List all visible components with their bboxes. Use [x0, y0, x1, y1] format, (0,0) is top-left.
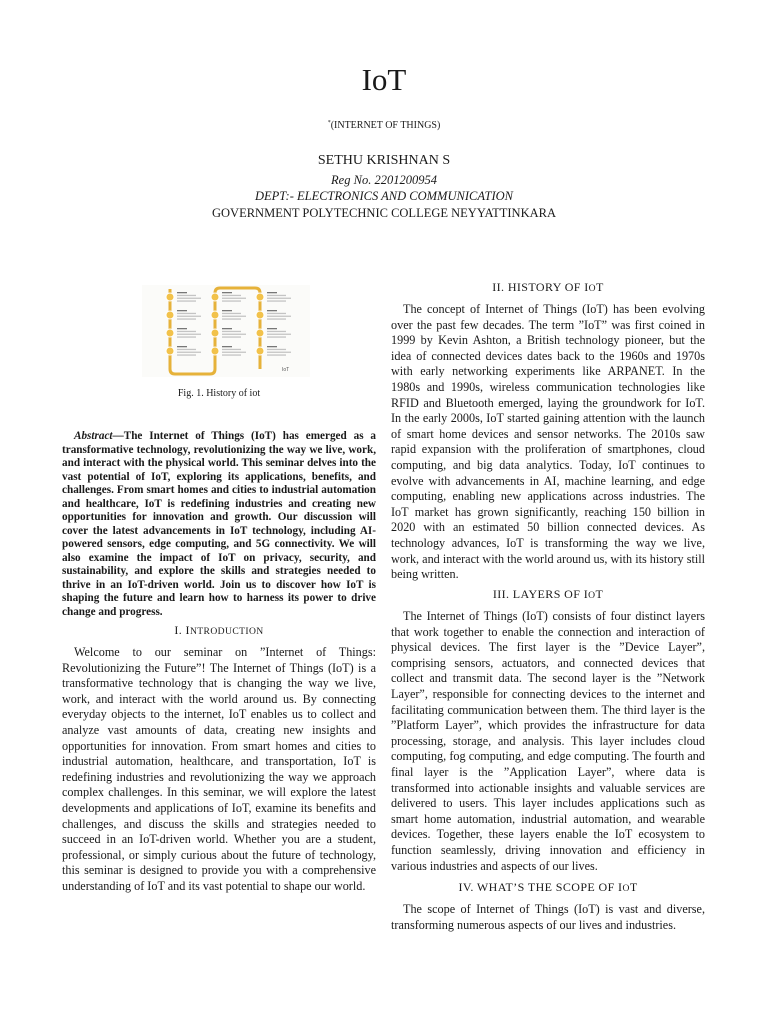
timeline-text-line [222, 318, 241, 319]
introduction-heading: I. INTRODUCTION [174, 623, 264, 637]
timeline-text-line [222, 310, 232, 311]
paper-title: IoT [361, 62, 407, 97]
timeline-text-line [177, 298, 201, 299]
timeline-text-line [267, 354, 286, 355]
timeline-text-line [222, 354, 241, 355]
figure-caption: Fig. 1. History of iot [177, 388, 261, 399]
history-infographic [142, 285, 310, 377]
timeline-node [256, 329, 264, 337]
reg-number: Reg No. 2201200954 [331, 173, 437, 187]
timeline-node [166, 347, 174, 355]
layers-body: The Internet of Things (IoT) consists of four distinct layers that work together to enable the connection and interaction of physical devices. The first layer is the ”Device Layer”, comprising sensors, actuators, and connected devices that collect and transmit data. The second layer is the ”Network Layer”, responsible for connecting devices to the internet and facilitating communication between them. The third layer is the ”Platform Layer”, which provides the infrastructure for data processing, storage, and analysis. This layer includes cloud computing, fog computing, and edge computing. The fourth and final layer is the ”Application Layer”, where data is transformed into actionable insights and valuable services are delivered to users. This layer includes applications such as smart home automation, industrial automation, and wearable devices. Together, these layers enable the IoT ecosystem to function seamlessly, driving innovation and efficiency in various industries and aspects of our lives. [391, 609, 705, 873]
timeline-text-line [267, 300, 286, 301]
timeline-node [256, 347, 264, 355]
department: DEPT:- ELECTRONICS AND COMMUNICATION [254, 189, 513, 203]
timeline-text-line [267, 310, 277, 311]
layers-section [391, 586, 705, 874]
timeline-node [256, 293, 264, 301]
timeline-text-line [222, 300, 241, 301]
timeline-text-line [177, 334, 201, 335]
layers-heading: III. LAYERS OF IOT [492, 587, 604, 601]
timeline-node [211, 347, 219, 355]
timeline-text-line [267, 352, 291, 353]
history-heading: II. HISTORY OF IOT [492, 280, 604, 294]
timeline-text-line [177, 346, 187, 347]
timeline-text-line [177, 336, 196, 337]
timeline-text-line [177, 313, 196, 314]
college-name: GOVERNMENT POLYTECHNIC COLLEGE NEYYATTINKARA [212, 206, 556, 220]
timeline-text-line [222, 328, 232, 329]
abstract-text: —The Internet of Things (IoT) has emerged as a transformative technology, revolutionizing the way we live, work, and interact with the physical world. This seminar delves into the vast potential of IoT, exploring its applications, benefits, and challenges. From smart homes and cities to industrial automation and healthcare, IoT is redefining industries and creating new opportunities for innovation and growth. Our discussion will cover the latest advancements in IoT technology, including AI-powered sensors, edge computing, and 5G connectivity. We will also examine the impact of IoT on privacy, security, and sustainability, and explore the skills and strategies needed to thrive in an IoT-driven world. Join us to discover how IoT is shaping the future and learn how to harness its power to drive change and progress. [62, 430, 376, 618]
history-body: The concept of Internet of Things (IoT) has been evolving over the past few decades. The term ”IoT” was first coined in 1999 by Kevin Ashton, a British technology pioneer, but the idea of connected devices dates back to the 1960s and 1970s with early networking experiments like ARPANET. In the 1980s and 1990s, wireless communication technologies like RFID and Bluetooth emerged, laying the groundwork for IoT. In the early 2000s, IoT started gaining attention with the launch of smart home devices and sensor networks. The 2010s saw rapid expansion with the proliferation of smartphones, cloud computing, and big data analytics. Today, IoT continues to evolve with advancements in AI, machine learning, and edge computing, enabling new applications across industries. The IoT market has grown significantly, reaching 150 billion in 2020 with an estimated 50 billion connected devices. As technology advances, IoT is transforming the way we live, work, and interact with the world around us, with its history still being written. [391, 302, 705, 582]
history-section [391, 279, 705, 583]
subtitle-text: (INTERNET OF THINGS) [330, 120, 441, 131]
timeline-node [166, 293, 174, 301]
timeline-text-line [267, 292, 277, 293]
timeline-text [177, 292, 291, 356]
timeline-node [166, 329, 174, 337]
timeline-text-line [267, 298, 291, 299]
timeline-text-line [267, 318, 286, 319]
figure-logo: IoT [282, 367, 290, 373]
timeline-text-line [177, 352, 201, 353]
footnote-mark: * [327, 120, 331, 126]
timeline-text-line [177, 295, 196, 296]
timeline-text-line [177, 349, 196, 350]
history-figure [142, 285, 310, 377]
timeline-node [166, 311, 174, 319]
timeline-node [211, 311, 219, 319]
timeline-text-line [177, 310, 187, 311]
introduction-section [62, 622, 376, 895]
timeline-node [211, 329, 219, 337]
timeline-text-line [177, 318, 196, 319]
timeline-text-line [222, 331, 241, 332]
timeline-text-line [222, 316, 246, 317]
timeline-text-line [177, 292, 187, 293]
timeline-text-line [267, 336, 286, 337]
timeline-text-line [222, 334, 246, 335]
abstract [62, 430, 376, 619]
scope-body: The scope of Internet of Things (IoT) is vast and diverse, transforming numerous aspects of our lives and industries. [391, 902, 705, 932]
timeline-text-line [267, 349, 286, 350]
timeline-text-line [177, 300, 196, 301]
introduction-body: Welcome to our seminar on ”Internet of Things: Revolutionizing the Future”! The Internet of Things (IoT) is a transformative technology that is changing the way we live, work, and interact with the world around us. By connecting everyday objects to the internet, IoT enables us to collect and analyze vast amounts of data, creating new insights and opportunities for innovation. From smart homes and cities to industrial automation, healthcare, and transportation, IoT is redefining industries and revolutionizing the way we approach complex challenges. In this seminar, we will explore the latest developments and applications of IoT, examine its benefits and challenges, and discuss the skills and strategies needed to succeed in an IoT-driven world. Whether you are a student, professional, or simply curious about the future of technology, this seminar is designed to provide you with a comprehensive understanding of IoT and its vast potential to shape our world. [62, 645, 376, 893]
abstract-lead: Abstract [74, 430, 113, 442]
scope-section [391, 879, 705, 933]
timeline-text-line [222, 346, 232, 347]
timeline-text-line [222, 352, 246, 353]
timeline-text-line [267, 334, 291, 335]
paper-subtitle [0, 116, 768, 133]
timeline-text-line [222, 336, 241, 337]
timeline-text-line [177, 328, 187, 329]
timeline-text-line [267, 316, 291, 317]
timeline-text-line [222, 298, 246, 299]
author-name: SETHU KRISHNAN S [317, 153, 451, 168]
timeline-text-line [222, 292, 232, 293]
timeline-text-line [222, 295, 241, 296]
timeline-text-line [222, 349, 241, 350]
timeline-text-line [267, 331, 286, 332]
timeline-text-line [177, 354, 196, 355]
timeline-text-line [267, 346, 277, 347]
timeline-text-line [267, 328, 277, 329]
timeline-text-line [177, 331, 196, 332]
timeline-text-line [267, 313, 286, 314]
timeline-node [256, 311, 264, 319]
timeline-node [211, 293, 219, 301]
timeline-text-line [267, 295, 286, 296]
timeline-text-line [177, 316, 201, 317]
scope-heading: IV. WHAT’S THE SCOPE OF IOT [458, 880, 638, 894]
timeline-text-line [222, 313, 241, 314]
